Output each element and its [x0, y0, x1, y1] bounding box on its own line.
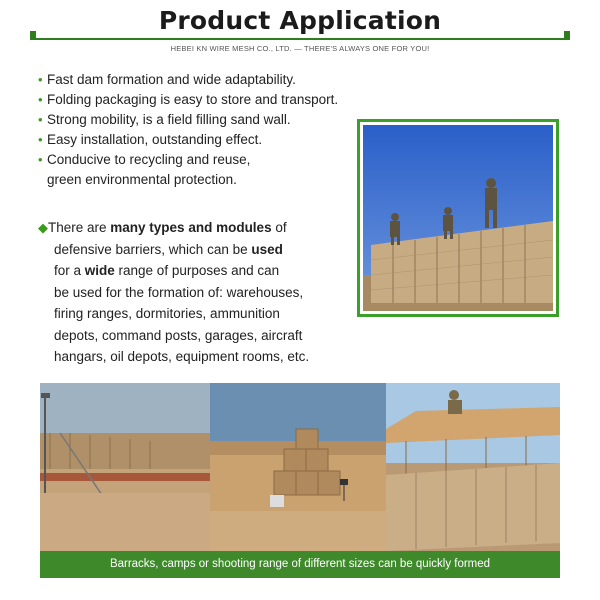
feature-text: Conducive to recycling and reuse,: [47, 152, 251, 167]
feature-item: [38, 110, 368, 130]
camp-shelter-photo: [386, 383, 560, 551]
bullet-dot-icon: •: [38, 132, 43, 147]
paragraph-emphasis: wide: [84, 263, 115, 278]
paragraph-text: defensive barriers, which can be: [54, 241, 252, 257]
paragraph-text: for a: [54, 263, 85, 278]
feature-item: [38, 150, 368, 170]
feature-text: Fast dam formation and wide adaptability.: [47, 72, 296, 87]
paragraph-line: be used for the formation of: warehouses,: [54, 284, 304, 300]
paragraph-text: There are: [48, 220, 111, 235]
bullet-dot-icon: •: [38, 92, 43, 107]
soldiers-on-barrier-wall-photo: [357, 119, 559, 317]
firing-range-tower-photo: [210, 383, 386, 551]
paragraph-emphasis: many types and modules: [110, 220, 272, 235]
paragraph-text: range of purposes and can: [114, 263, 280, 278]
feature-text: Easy installation, outstanding effect.: [47, 132, 263, 147]
feature-text: Strong mobility, is a field filling sand wall.: [47, 112, 291, 127]
page-title: Product Application: [158, 6, 442, 35]
feature-continuation: green environmental protection.: [47, 172, 237, 187]
bullet-dot-icon: •: [38, 72, 43, 87]
paragraph-line: firing ranges, dormitories, ammunition: [54, 306, 280, 321]
diamond-bullet-icon: ◆: [38, 220, 48, 235]
feature-item: [38, 70, 368, 90]
feature-item: [38, 90, 368, 110]
caption-bar: Barracks, camps or shooting range of different sizes can be quickly formed: [40, 551, 560, 578]
company-tagline: HEBEI KN WIRE MESH CO., LTD. — THERE'S ALWAYS ONE FOR YOU!: [170, 44, 430, 53]
header-rule: [30, 38, 570, 40]
paragraph-line: [38, 239, 363, 261]
feature-list: [38, 70, 368, 190]
feature-item: [38, 130, 368, 150]
paragraph-line: [38, 217, 363, 239]
paragraph-line: depots, command posts, garages, aircraft: [54, 327, 303, 343]
barrier-compound-photo: [40, 383, 210, 551]
paragraph-emphasis: used: [251, 241, 283, 257]
paragraph-line: [38, 260, 363, 282]
bullet-dot-icon: •: [38, 152, 43, 167]
applications-paragraph: [38, 217, 363, 368]
bullet-dot-icon: •: [38, 112, 43, 127]
feature-text: Folding packaging is easy to store and transport.: [47, 92, 339, 107]
paragraph-text: of: [271, 220, 287, 235]
paragraph-line: hangars, oil depots, equipment rooms, etc.: [54, 349, 310, 364]
photo-strip: [40, 383, 560, 551]
